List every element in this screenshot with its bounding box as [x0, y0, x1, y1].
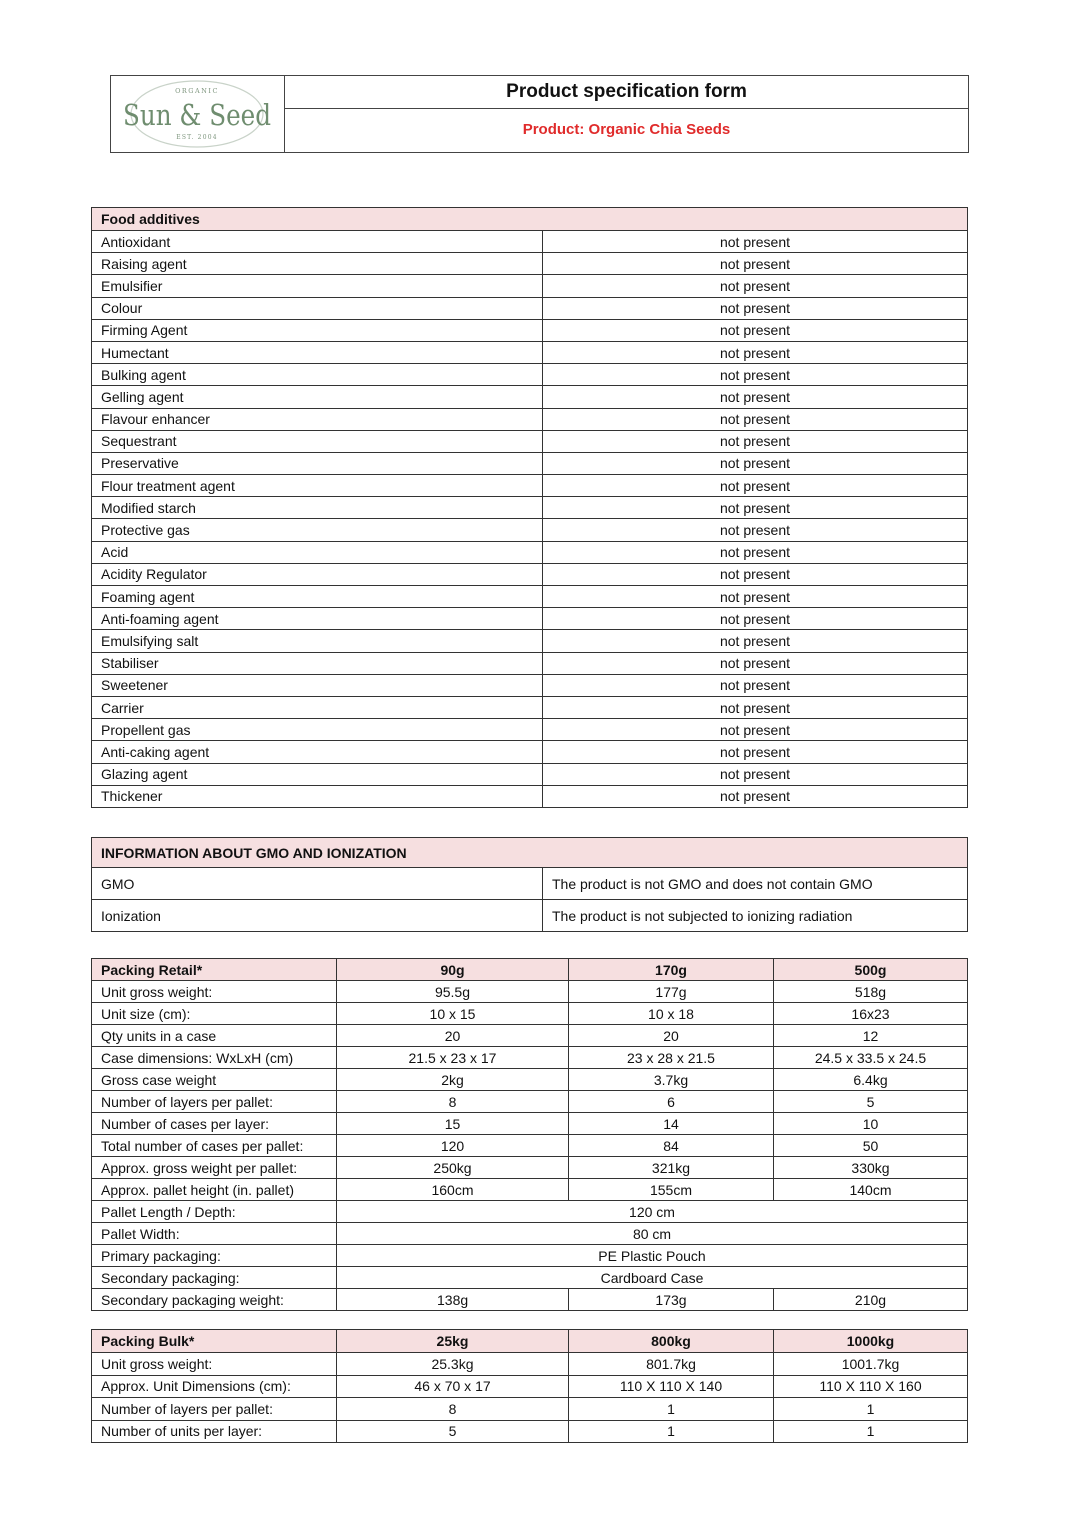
cell-value: 15: [337, 1113, 569, 1135]
additive-value: not present: [543, 297, 968, 319]
cell-value: 5: [774, 1091, 968, 1113]
additive-value: not present: [543, 319, 968, 341]
row-label: Number of layers per pallet:: [92, 1398, 337, 1421]
additive-name: Thickener: [92, 785, 543, 807]
company-logo: [111, 76, 283, 152]
additive-value: not present: [543, 253, 968, 275]
additive-value: not present: [543, 231, 968, 253]
packing-retail-merged-row: [92, 1267, 968, 1289]
additive-row: [92, 519, 968, 541]
gmo-row-label: Ionization: [92, 900, 543, 932]
additive-row: [92, 497, 968, 519]
cell-value: 10 x 15: [337, 1003, 569, 1025]
gmo-row-value: The product is not GMO and does not contain GMO: [543, 868, 968, 900]
additive-value: not present: [543, 341, 968, 363]
cell-value: 1: [569, 1398, 774, 1421]
additive-name: Emulsifying salt: [92, 630, 543, 652]
row-label: Approx. Unit Dimensions (cm):: [92, 1375, 337, 1398]
additive-value: not present: [543, 652, 968, 674]
additive-row: [92, 275, 968, 297]
cell-value: 518g: [774, 981, 968, 1003]
packing-bulk-row: [92, 1353, 968, 1376]
cell-value: 2kg: [337, 1069, 569, 1091]
additive-name: Humectant: [92, 341, 543, 363]
additive-value: not present: [543, 541, 968, 563]
logo-cell: [111, 76, 285, 152]
food-additives-header-row: [92, 208, 968, 231]
cell-value: 25.3kg: [337, 1353, 569, 1376]
cell-value: 330kg: [774, 1157, 968, 1179]
additive-value: not present: [543, 275, 968, 297]
cell-value: 8: [337, 1398, 569, 1421]
cell-value: 3.7kg: [569, 1069, 774, 1091]
additive-row: [92, 741, 968, 763]
packing-bulk-table: [91, 1329, 968, 1443]
additive-row: [92, 452, 968, 474]
cell-value: 50: [774, 1135, 968, 1157]
additive-row: [92, 364, 968, 386]
cell-value: 16x23: [774, 1003, 968, 1025]
row-label: Qty units in a case: [92, 1025, 337, 1047]
packing-retail-row: [92, 1289, 968, 1311]
additive-row: [92, 696, 968, 718]
additive-name: Propellent gas: [92, 719, 543, 741]
cell-value: 46 x 70 x 17: [337, 1375, 569, 1398]
cell-value: 12: [774, 1025, 968, 1047]
additive-row: [92, 630, 968, 652]
cell-value: 1: [569, 1420, 774, 1443]
additive-name: Modified starch: [92, 497, 543, 519]
cell-value: 173g: [569, 1289, 774, 1311]
cell-value: 6: [569, 1091, 774, 1113]
additive-name: Carrier: [92, 696, 543, 718]
packing-retail-row: [92, 1091, 968, 1113]
additive-row: [92, 341, 968, 363]
additive-value: not present: [543, 563, 968, 585]
packing-retail-heading: Packing Retail*: [92, 959, 337, 981]
row-label: Number of units per layer:: [92, 1420, 337, 1443]
additive-name: Emulsifier: [92, 275, 543, 297]
cell-value: 177g: [569, 981, 774, 1003]
additive-value: not present: [543, 519, 968, 541]
gmo-row: [92, 900, 968, 932]
column-header: 500g: [774, 959, 968, 981]
additive-row: [92, 253, 968, 275]
cell-value: 14: [569, 1113, 774, 1135]
additive-value: not present: [543, 719, 968, 741]
additive-name: Antioxidant: [92, 231, 543, 253]
additive-value: not present: [543, 785, 968, 807]
row-label: Pallet Width:: [92, 1223, 337, 1245]
cell-value: 1001.7kg: [774, 1353, 968, 1376]
cell-value: 110 X 110 X 160: [774, 1375, 968, 1398]
gmo-header-row: [92, 838, 968, 868]
cell-value: 21.5 x 23 x 17: [337, 1047, 569, 1069]
additive-name: Sequestrant: [92, 430, 543, 452]
additive-value: not present: [543, 408, 968, 430]
additive-name: Gelling agent: [92, 386, 543, 408]
cell-value: 140cm: [774, 1179, 968, 1201]
additive-row: [92, 763, 968, 785]
row-label: Secondary packaging:: [92, 1267, 337, 1289]
additive-name: Glazing agent: [92, 763, 543, 785]
row-label: Total number of cases per pallet:: [92, 1135, 337, 1157]
additive-row: [92, 785, 968, 807]
row-label: Secondary packaging weight:: [92, 1289, 337, 1311]
merged-value: PE Plastic Pouch: [337, 1245, 968, 1267]
column-header: 90g: [337, 959, 569, 981]
additive-name: Firming Agent: [92, 319, 543, 341]
additive-name: Acid: [92, 541, 543, 563]
additive-value: not present: [543, 586, 968, 608]
cell-value: 23 x 28 x 21.5: [569, 1047, 774, 1069]
cell-value: 138g: [337, 1289, 569, 1311]
additive-value: not present: [543, 608, 968, 630]
additive-value: not present: [543, 497, 968, 519]
additive-name: Flour treatment agent: [92, 475, 543, 497]
packing-retail-row: [92, 1069, 968, 1091]
additive-row: [92, 319, 968, 341]
additive-row: [92, 408, 968, 430]
cell-value: 1: [774, 1398, 968, 1421]
merged-value: 120 cm: [337, 1201, 968, 1223]
additive-name: Sweetener: [92, 674, 543, 696]
cell-value: 321kg: [569, 1157, 774, 1179]
additive-name: Stabiliser: [92, 652, 543, 674]
food-additives-heading: Food additives: [92, 208, 968, 231]
packing-retail-row: [92, 1025, 968, 1047]
additive-row: [92, 674, 968, 696]
cell-value: 8: [337, 1091, 569, 1113]
packing-retail-table: [91, 958, 968, 1311]
packing-retail-row: [92, 1113, 968, 1135]
additive-value: not present: [543, 696, 968, 718]
packing-retail-merged-row: [92, 1245, 968, 1267]
merged-value: Cardboard Case: [337, 1267, 968, 1289]
additive-value: not present: [543, 364, 968, 386]
additive-row: [92, 231, 968, 253]
gmo-table: [91, 837, 968, 932]
row-label: Number of cases per layer:: [92, 1113, 337, 1135]
column-header: 1000kg: [774, 1330, 968, 1353]
cell-value: 10 x 18: [569, 1003, 774, 1025]
additive-name: Flavour enhancer: [92, 408, 543, 430]
cell-value: 10: [774, 1113, 968, 1135]
row-label: Gross case weight: [92, 1069, 337, 1091]
packing-bulk-heading: Packing Bulk*: [92, 1330, 337, 1353]
cell-value: 6.4kg: [774, 1069, 968, 1091]
cell-value: 20: [569, 1025, 774, 1047]
packing-retail-merged-row: [92, 1201, 968, 1223]
row-label: Case dimensions: WxLxH (cm): [92, 1047, 337, 1069]
additive-row: [92, 386, 968, 408]
column-header: 170g: [569, 959, 774, 981]
row-label: Number of layers per pallet:: [92, 1091, 337, 1113]
cell-value: 210g: [774, 1289, 968, 1311]
additive-value: not present: [543, 741, 968, 763]
cell-value: 110 X 110 X 140: [569, 1375, 774, 1398]
additive-value: not present: [543, 630, 968, 652]
packing-retail-row: [92, 1157, 968, 1179]
form-title: Product specification form: [285, 76, 968, 109]
cell-value: 95.5g: [337, 981, 569, 1003]
column-header: 25kg: [337, 1330, 569, 1353]
packing-bulk-row: [92, 1375, 968, 1398]
form-header: [110, 75, 969, 153]
product-name: Product: Organic Chia Seeds: [522, 121, 731, 138]
row-label: Unit gross weight:: [92, 1353, 337, 1376]
logo-bottom-text: EST. 2004: [176, 134, 218, 141]
additive-name: Anti-caking agent: [92, 741, 543, 763]
additive-row: [92, 297, 968, 319]
additive-name: Foaming agent: [92, 586, 543, 608]
row-label: Pallet Length / Depth:: [92, 1201, 337, 1223]
column-header: 800kg: [569, 1330, 774, 1353]
additive-name: Anti-foaming agent: [92, 608, 543, 630]
cell-value: 1: [774, 1420, 968, 1443]
cell-value: 120: [337, 1135, 569, 1157]
additive-value: not present: [543, 763, 968, 785]
merged-value: 80 cm: [337, 1223, 968, 1245]
packing-bulk-header-row: [92, 1330, 968, 1353]
additive-row: [92, 541, 968, 563]
cell-value: 20: [337, 1025, 569, 1047]
cell-value: 5: [337, 1420, 569, 1443]
packing-retail-row: [92, 1047, 968, 1069]
additive-value: not present: [543, 386, 968, 408]
packing-bulk-row: [92, 1420, 968, 1443]
additive-row: [92, 563, 968, 585]
packing-bulk-row: [92, 1398, 968, 1421]
packing-retail-merged-row: [92, 1223, 968, 1245]
cell-value: 160cm: [337, 1179, 569, 1201]
row-label: Primary packaging:: [92, 1245, 337, 1267]
row-label: Approx. gross weight per pallet:: [92, 1157, 337, 1179]
additive-row: [92, 608, 968, 630]
cell-value: 24.5 x 33.5 x 24.5: [774, 1047, 968, 1069]
packing-retail-header-row: [92, 959, 968, 981]
gmo-row: [92, 868, 968, 900]
additive-name: Colour: [92, 297, 543, 319]
row-label: Unit gross weight:: [92, 981, 337, 1003]
additive-row: [92, 586, 968, 608]
packing-retail-row: [92, 1179, 968, 1201]
cell-value: 155cm: [569, 1179, 774, 1201]
packing-retail-row: [92, 981, 968, 1003]
packing-retail-row: [92, 1135, 968, 1157]
packing-retail-row: [92, 1003, 968, 1025]
additive-name: Raising agent: [92, 253, 543, 275]
additive-value: not present: [543, 452, 968, 474]
additive-row: [92, 719, 968, 741]
food-additives-table: [91, 207, 968, 808]
gmo-row-value: The product is not subjected to ionizing radiation: [543, 900, 968, 932]
cell-value: 250kg: [337, 1157, 569, 1179]
logo-top-text: ORGANIC: [175, 87, 219, 95]
cell-value: 801.7kg: [569, 1353, 774, 1376]
row-label: Approx. pallet height (in. pallet): [92, 1179, 337, 1201]
additive-row: [92, 430, 968, 452]
additive-name: Protective gas: [92, 519, 543, 541]
additive-value: not present: [543, 430, 968, 452]
additive-row: [92, 475, 968, 497]
additive-name: Preservative: [92, 452, 543, 474]
gmo-heading: INFORMATION ABOUT GMO AND IONIZATION: [92, 838, 968, 868]
additive-value: not present: [543, 674, 968, 696]
logo-brand-text: Sun & Seed: [123, 98, 271, 132]
gmo-row-label: GMO: [92, 868, 543, 900]
row-label: Unit size (cm):: [92, 1003, 337, 1025]
additive-row: [92, 652, 968, 674]
additive-name: Bulking agent: [92, 364, 543, 386]
cell-value: 84: [569, 1135, 774, 1157]
additive-value: not present: [543, 475, 968, 497]
additive-name: Acidity Regulator: [92, 563, 543, 585]
